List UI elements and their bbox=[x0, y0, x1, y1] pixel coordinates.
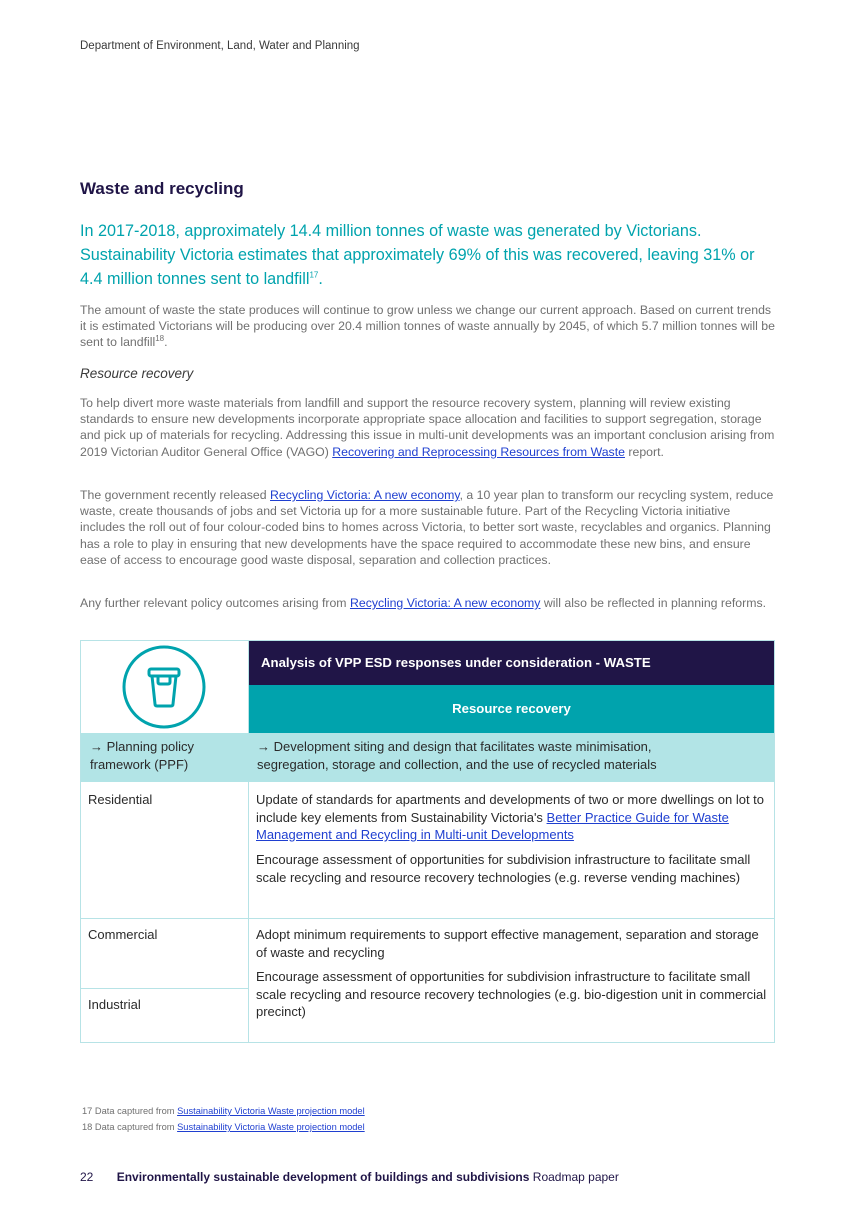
lead-paragraph: In 2017-2018, approximately 14.4 million tonnes of waste was generated by Victorians. Sustainability Victoria estimates that approximately 69% of this was recovered, leaving 31% or 4.4 million tonnes sent to landfill$^{17}$. bbox=[80, 222, 755, 288]
page-footer bbox=[80, 1170, 619, 1184]
footnote-18-link[interactable]: Sustainability Victoria Waste projection model bbox=[177, 1122, 365, 1132]
row-divider-left bbox=[81, 988, 248, 989]
p2-text: To help divert more waste materials from landfill and support the resource recovery system, planning will review existing standards to ensure new developments incorporate appropriate space allocation and facilities to support segregation, storage and pick up of materials for recycling. Addressing this issue in multi-unit developments was an important conclusion arising from 2019 Victorian Auditor General Office (VAGO) bbox=[80, 396, 775, 459]
commercial-text-1: Adopt minimum requirements to support effective management, separation and storage of waste and recycling bbox=[256, 927, 759, 960]
residential-text-2: Encourage assessment of opportunities for subdivision infrastructure to facilitate small scale recycling and resource recovery technologies (e.g. reverse vending machines) bbox=[256, 852, 751, 885]
waste-analysis-table bbox=[80, 640, 775, 1043]
better-practice-guide-link[interactable]: Better Practice Guide for Waste Management and Recycling in Multi-unit Developments bbox=[256, 809, 729, 842]
paragraph-recycling-victoria bbox=[80, 487, 775, 568]
document-type: Roadmap paper bbox=[532, 1170, 619, 1184]
p2-after: report. bbox=[624, 444, 664, 459]
footnote-18-prefix: 18 Data captured from bbox=[82, 1122, 178, 1132]
residential-text-1-body: Update of standards for apartments and developments of two or more dwellings on lot to include key elements from Sustainability Victoria's bbox=[256, 792, 765, 825]
ppf-label: → Planning policy framework (PPF) bbox=[90, 739, 195, 772]
recycling-victoria-link-2[interactable]: Recycling Victoria: A new economy bbox=[349, 596, 541, 610]
table-subtitle: Resource recovery bbox=[249, 685, 774, 733]
paragraph-policy-outcomes bbox=[80, 595, 775, 611]
ppf-text: → Development siting and design that facilitates waste minimisation, segregation, storage and collection, and the use of recycled materials bbox=[257, 739, 657, 772]
paragraph-waste-growth: The amount of waste the state produces will continue to grow unless we change our current approach. Based on current trends it is estimated Victorians will be producing over 20.4 million tonnes of waste annually by 2045, of which 5.7 million tonnes will be sent to landfill$^{18}$. bbox=[80, 303, 775, 350]
document-title: Environmentally sustainable development of buildings and subdivisions bbox=[116, 1170, 530, 1184]
waste-bin-icon bbox=[119, 642, 209, 732]
table-title: Analysis of VPP ESD responses under consideration - WASTE bbox=[249, 641, 774, 685]
industrial-label: Industrial bbox=[88, 997, 141, 1012]
commercial-label: Commercial bbox=[88, 927, 158, 942]
recycling-victoria-link[interactable]: Recycling Victoria: A new economy bbox=[270, 488, 460, 502]
lead-text: In 2017-2018, approximately 14.4 million tonnes of waste was generated by Victorians. Sustainability Victoria estimates that approximately 69% of this was recovered, leaving 31% or 4.4 million tonnes sent to landfill bbox=[80, 222, 755, 288]
department-header: Department of Environment, Land, Water and Planning bbox=[80, 40, 360, 52]
vago-report-link[interactable]: Recovering and Reprocessing Resources from Waste bbox=[332, 444, 625, 459]
paragraph-resource-recovery bbox=[80, 395, 775, 460]
commercial-text-2: Encourage assessment of opportunities for subdivision infrastructure to facilitate small scale recycling and resource recovery technologies (e.g. bio-digestion unit in commercial precinct) bbox=[256, 969, 767, 1019]
section-title: Waste and recycling bbox=[80, 179, 244, 198]
residential-label: Residential bbox=[88, 792, 153, 807]
footnote-17 bbox=[82, 1106, 365, 1116]
table-icon-cell bbox=[81, 641, 248, 733]
p4-after: will also be reflected in planning reforms. bbox=[540, 596, 767, 610]
footnote-17-link[interactable]: Sustainability Victoria Waste projection model bbox=[177, 1106, 365, 1116]
row-divider bbox=[81, 918, 774, 919]
residential-text-1 bbox=[256, 791, 772, 844]
footnote-18 bbox=[82, 1122, 365, 1132]
p1-text: The amount of waste the state produces will continue to grow unless we change our current approach. Based on current trends it is estimated Victorians will be producing over 20.4 million tonnes of waste annually by 2045, of which 5.7 million tonnes will be sent to landfill bbox=[80, 303, 775, 350]
footnote-17-prefix: 17 Data captured from bbox=[82, 1106, 178, 1116]
lead-footnote-ref[interactable]: 17 bbox=[309, 270, 319, 280]
p3-after: , a 10 year plan to transform our recycling system, reduce waste, create thousands of jobs and set Victoria up for a more sustainable future. Part of the Recycling Victoria initiative includes the roll out of four colour-coded bins to homes across Victoria, to better sort waste, recyclables and organics. Planning has a role to play in ensuring that new developments have the space required to accommodate these new bins, and ensure ease of access to encourage good waste disposal, separation and collection practices. bbox=[80, 488, 774, 567]
p4-before: Any further relevant policy outcomes arising from bbox=[80, 596, 350, 610]
subheading-resource-recovery: Resource recovery bbox=[80, 366, 194, 381]
p3-before: The government recently released bbox=[80, 488, 271, 502]
p1-footnote-ref[interactable]: 18 bbox=[155, 334, 165, 344]
page-number: 22 bbox=[80, 1170, 94, 1184]
